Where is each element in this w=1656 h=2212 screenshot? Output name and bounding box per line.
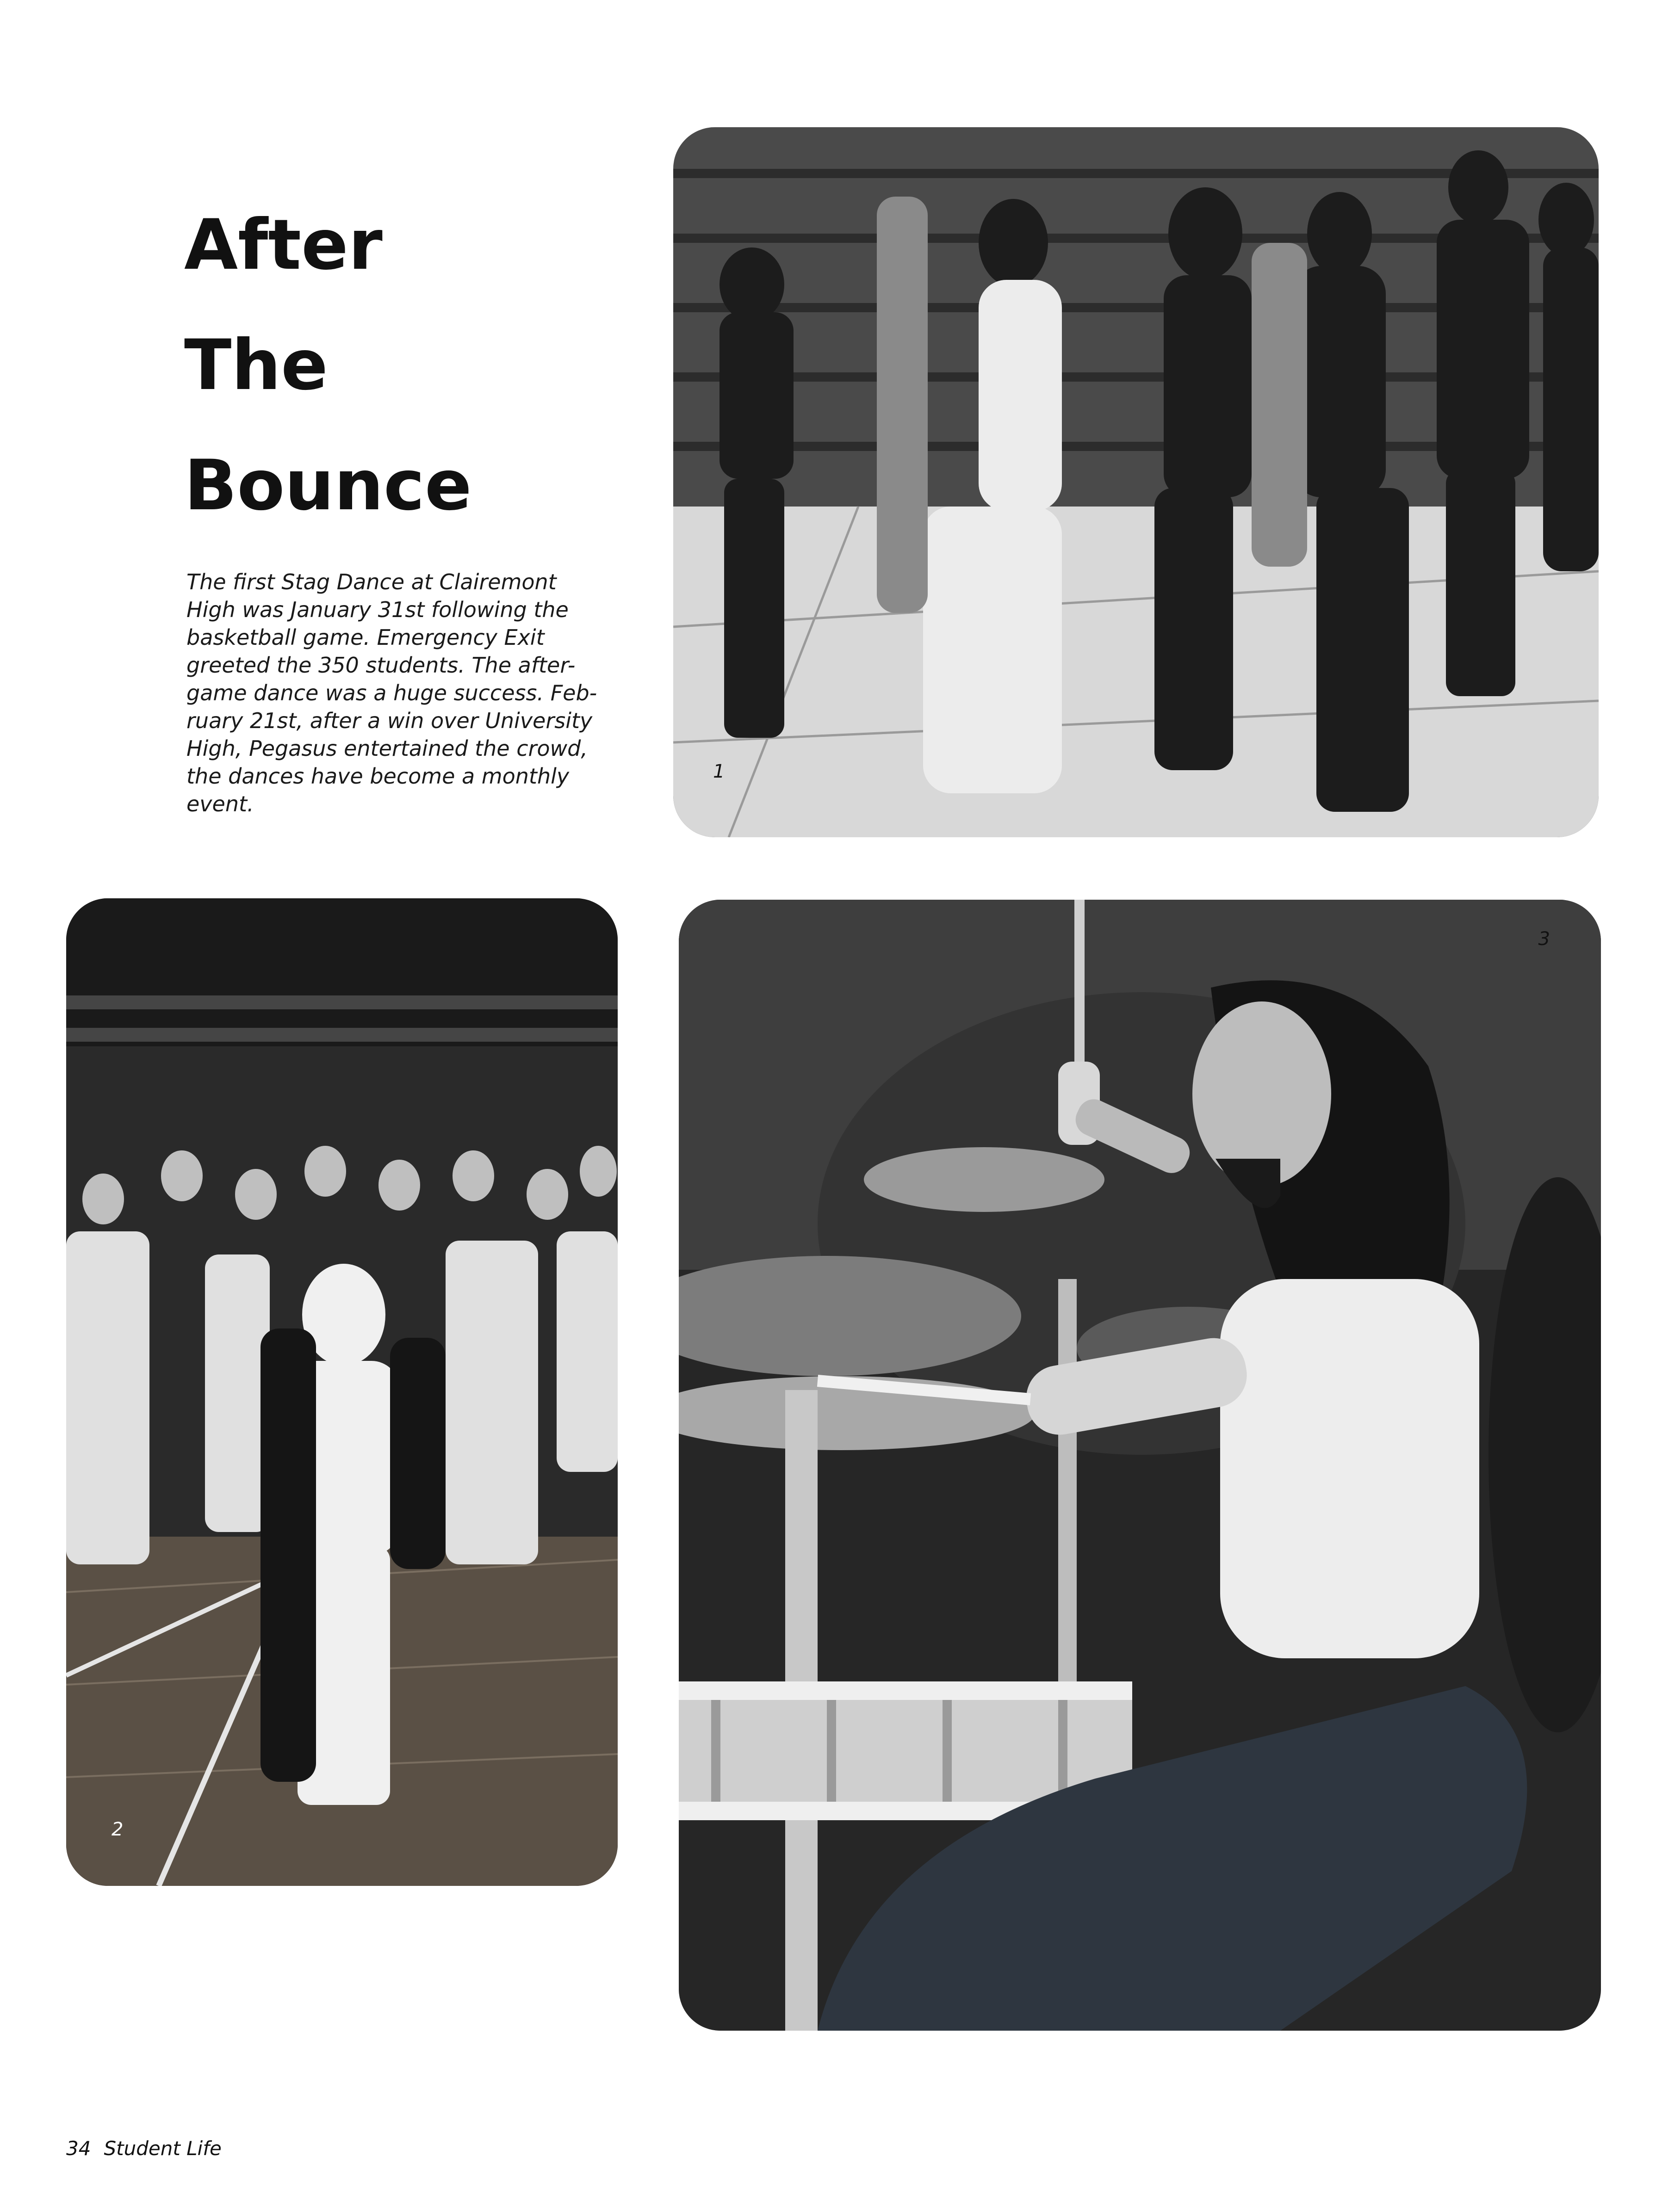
body-line: event. <box>186 791 254 816</box>
photo-number: 2 <box>112 1819 124 1840</box>
title-line-1: After <box>184 205 383 285</box>
photo-crowd-image <box>66 898 618 1886</box>
body-line: game dance was a huge success. Feb- <box>186 680 597 705</box>
photo-number: 1 <box>713 761 725 782</box>
page-title <box>184 185 472 546</box>
photo-crowd <box>66 898 618 1886</box>
page-footer <box>66 2137 235 2160</box>
body-line: ruary 21st, after a win over University <box>186 708 593 733</box>
title-line-3: Bounce <box>184 445 472 526</box>
body-line: High, Pegasus entertained the crowd, <box>186 736 588 761</box>
photo-drummer <box>679 900 1601 2031</box>
body-line: The first Stag Dance at Clairemont <box>186 569 557 594</box>
photo-drummer-image <box>679 900 1601 2031</box>
body-line: High was January 31st following the <box>186 597 569 622</box>
section-label: Student Life <box>104 2137 222 2160</box>
body-line: greeted the 350 students. The after- <box>186 653 576 678</box>
title-line-2: The <box>184 325 328 406</box>
body-line: the dances have become a monthly <box>186 764 570 789</box>
photo-dancers <box>673 127 1599 837</box>
body-line: basketball game. Emergency Exit <box>186 625 545 650</box>
photo-dancers-image <box>673 127 1599 837</box>
page-number: 34 <box>66 2137 91 2160</box>
article-body <box>186 568 631 818</box>
photo-number: 3 <box>1538 928 1550 950</box>
